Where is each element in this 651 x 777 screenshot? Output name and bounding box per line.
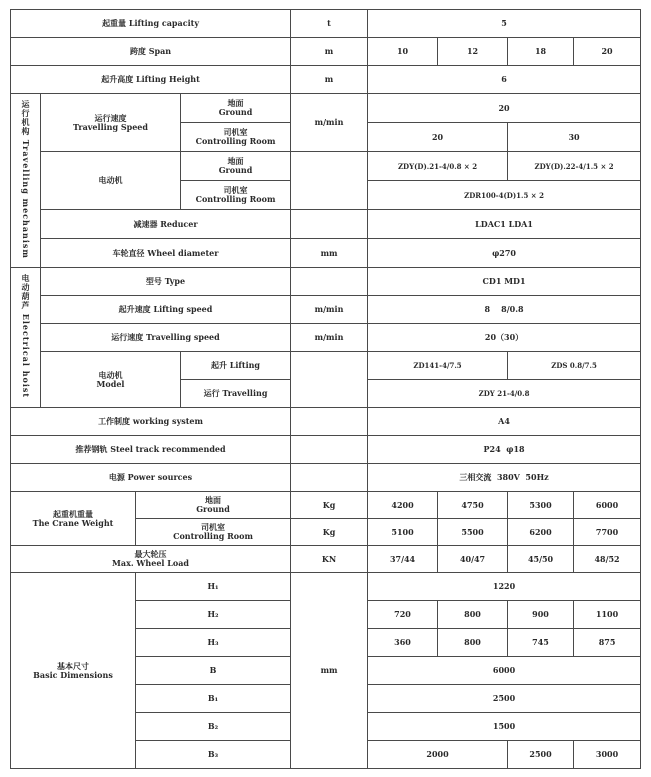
- dim-h2-value: 800: [438, 601, 508, 629]
- span-value: 10: [368, 38, 438, 66]
- hoist-lift-speed-value: 8 8/0.8: [368, 296, 641, 324]
- wheel-load-unit: KN: [291, 546, 368, 573]
- lift-height-value: 6: [368, 66, 641, 94]
- hoist-group-label: 电动葫芦 Electrical hoist: [21, 274, 31, 399]
- power-value: 三相交流 380V 50Hz: [368, 464, 641, 492]
- weight-ground-value: 4200: [368, 492, 438, 519]
- lift-height-label: 起升高度 Lifting Height: [11, 66, 291, 94]
- wheel-label: 车轮直径 Wheel diameter: [41, 239, 291, 268]
- dim-b2-value: 1500: [368, 713, 641, 741]
- weight-room-value: 7700: [574, 519, 641, 546]
- wheel-load-value: 48/52: [574, 546, 641, 573]
- weight-label: 起重机重量 The Crane Weight: [11, 492, 136, 546]
- dim-h3-value: 800: [438, 629, 508, 657]
- dims-label: 基本尺寸 Basic Dimensions: [11, 573, 136, 769]
- travel-speed-room-label: 司机室 Controlling Room: [181, 123, 291, 152]
- hoist-travelling-label: 运行 Travelling: [181, 380, 291, 408]
- hoist-motor-unit-blank: [291, 352, 368, 408]
- hoist-type-unit-blank: [291, 268, 368, 296]
- work-label: 工作制度 working system: [11, 408, 291, 436]
- wheel-load-label: 最大轮压 Max. Wheel Load: [11, 546, 291, 573]
- dim-h2-value: 1100: [574, 601, 641, 629]
- wheel-value: φ270: [368, 239, 641, 268]
- wheel-load-value: 37/44: [368, 546, 438, 573]
- row-steel-track: [11, 436, 641, 464]
- dim-b3-label: B₃: [136, 741, 291, 769]
- dim-h3-value: 360: [368, 629, 438, 657]
- spec-table: [10, 9, 641, 769]
- dim-h1-value: 1220: [368, 573, 641, 601]
- span-value: 20: [574, 38, 641, 66]
- row-reducer: [11, 210, 641, 239]
- weight-room-value: 5100: [368, 519, 438, 546]
- wheel-load-value: 45/50: [508, 546, 574, 573]
- travel-speed-unit: m/min: [291, 94, 368, 152]
- hoist-type-value: CD1 MD1: [368, 268, 641, 296]
- dim-b3-value: 2500: [508, 741, 574, 769]
- hoist-travel-speed-unit: m/min: [291, 324, 368, 352]
- power-unit-blank: [291, 464, 368, 492]
- dims-unit: mm: [291, 573, 368, 769]
- lift-height-unit: m: [291, 66, 368, 94]
- row-weight-ground: [11, 492, 641, 519]
- wheel-load-value: 40/47: [438, 546, 508, 573]
- hoist-travelling-value: ZDY 21-4/0.8: [368, 380, 641, 408]
- track-label: 推荐钢轨 Steel track recommended: [11, 436, 291, 464]
- dim-b2-label: B₂: [136, 713, 291, 741]
- weight-room-value: 5500: [438, 519, 508, 546]
- travel-motor-ground-value: ZDY(D).21-4/0.8 × 2: [368, 152, 508, 181]
- dim-h2-value: 900: [508, 601, 574, 629]
- travel-speed-label: 运行速度 Travelling Speed: [41, 94, 181, 152]
- dim-b1-value: 2500: [368, 685, 641, 713]
- row-lift-height: [11, 66, 641, 94]
- hoist-motor-label: 电动机 Model: [41, 352, 181, 408]
- span-value: 18: [508, 38, 574, 66]
- capacity-label: 起重量 Lifting capacity: [11, 10, 291, 38]
- row-hoist-lift-speed: [11, 296, 641, 324]
- dim-b-label: B: [136, 657, 291, 685]
- hoist-group: [11, 268, 41, 408]
- row-capacity: [11, 10, 641, 38]
- weight-ground-value: 4750: [438, 492, 508, 519]
- dim-h1-label: H₁: [136, 573, 291, 601]
- span-value: 12: [438, 38, 508, 66]
- row-span: [11, 38, 641, 66]
- dim-h3-value: 875: [574, 629, 641, 657]
- travel-speed-ground-value: 20: [368, 94, 641, 123]
- dim-b3-value: 2000: [368, 741, 508, 769]
- row-hoist-travel-speed: [11, 324, 641, 352]
- dim-b-value: 6000: [368, 657, 641, 685]
- capacity-value: 5: [368, 10, 641, 38]
- travel-mech-group: [11, 94, 41, 268]
- span-label: 跨度 Span: [11, 38, 291, 66]
- hoist-type-label: 型号 Type: [41, 268, 291, 296]
- row-wheel-diameter: [11, 239, 641, 268]
- travel-motor-label: 电动机: [41, 152, 181, 210]
- hoist-lift-speed-unit: m/min: [291, 296, 368, 324]
- wheel-unit: mm: [291, 239, 368, 268]
- span-unit: m: [291, 38, 368, 66]
- row-wheel-load: [11, 546, 641, 573]
- dim-h3-value: 745: [508, 629, 574, 657]
- travel-speed-ground-label: 地面 Ground: [181, 94, 291, 123]
- dim-h2-value: 720: [368, 601, 438, 629]
- travel-motor-room-label: 司机室 Controlling Room: [181, 181, 291, 210]
- hoist-lifting-value: ZDS 0.8/7.5: [508, 352, 641, 380]
- track-unit-blank: [291, 436, 368, 464]
- row-power-source: [11, 464, 641, 492]
- hoist-lift-speed-label: 起升速度 Lifting speed: [41, 296, 291, 324]
- travel-speed-room-value: 20: [368, 123, 508, 152]
- power-label: 电源 Power sources: [11, 464, 291, 492]
- row-working-system: [11, 408, 641, 436]
- reducer-value: LDAC1 LDA1: [368, 210, 641, 239]
- work-unit-blank: [291, 408, 368, 436]
- row-hoist-motor-lifting: [11, 352, 641, 380]
- travel-speed-room-value: 30: [508, 123, 641, 152]
- travel-motor-room-value: ZDR100-4(D)1.5 × 2: [368, 181, 641, 210]
- capacity-unit: t: [291, 10, 368, 38]
- weight-ground-label: 地面 Ground: [136, 492, 291, 519]
- track-value: P24 φ18: [368, 436, 641, 464]
- hoist-lifting-label: 起升 Lifting: [181, 352, 291, 380]
- dim-b1-label: B₁: [136, 685, 291, 713]
- travel-mech-group-label: 运行机构 Travelling mechanism: [21, 100, 31, 259]
- dim-h2-label: H₂: [136, 601, 291, 629]
- dim-h3-label: H₃: [136, 629, 291, 657]
- travel-motor-unit-blank: [291, 152, 368, 210]
- reducer-unit-blank: [291, 210, 368, 239]
- row-hoist-type: [11, 268, 641, 296]
- row-travel-motor-ground: [11, 152, 641, 181]
- hoist-lifting-value: ZD141-4/7.5: [368, 352, 508, 380]
- weight-ground-unit: Kg: [291, 492, 368, 519]
- weight-room-label: 司机室 Controlling Room: [136, 519, 291, 546]
- travel-motor-ground-label: 地面 Ground: [181, 152, 291, 181]
- weight-room-value: 6200: [508, 519, 574, 546]
- row-dim-h1: [11, 573, 641, 601]
- hoist-travel-speed-value: 20（30）: [368, 324, 641, 352]
- hoist-travel-speed-label: 运行速度 Travelling speed: [41, 324, 291, 352]
- weight-room-unit: Kg: [291, 519, 368, 546]
- travel-motor-ground-value: ZDY(D).22-4/1.5 × 2: [508, 152, 641, 181]
- dim-b3-value: 3000: [574, 741, 641, 769]
- weight-ground-value: 6000: [574, 492, 641, 519]
- work-value: A4: [368, 408, 641, 436]
- row-travel-speed-ground: [11, 94, 641, 123]
- weight-ground-value: 5300: [508, 492, 574, 519]
- reducer-label: 减速器 Reducer: [41, 210, 291, 239]
